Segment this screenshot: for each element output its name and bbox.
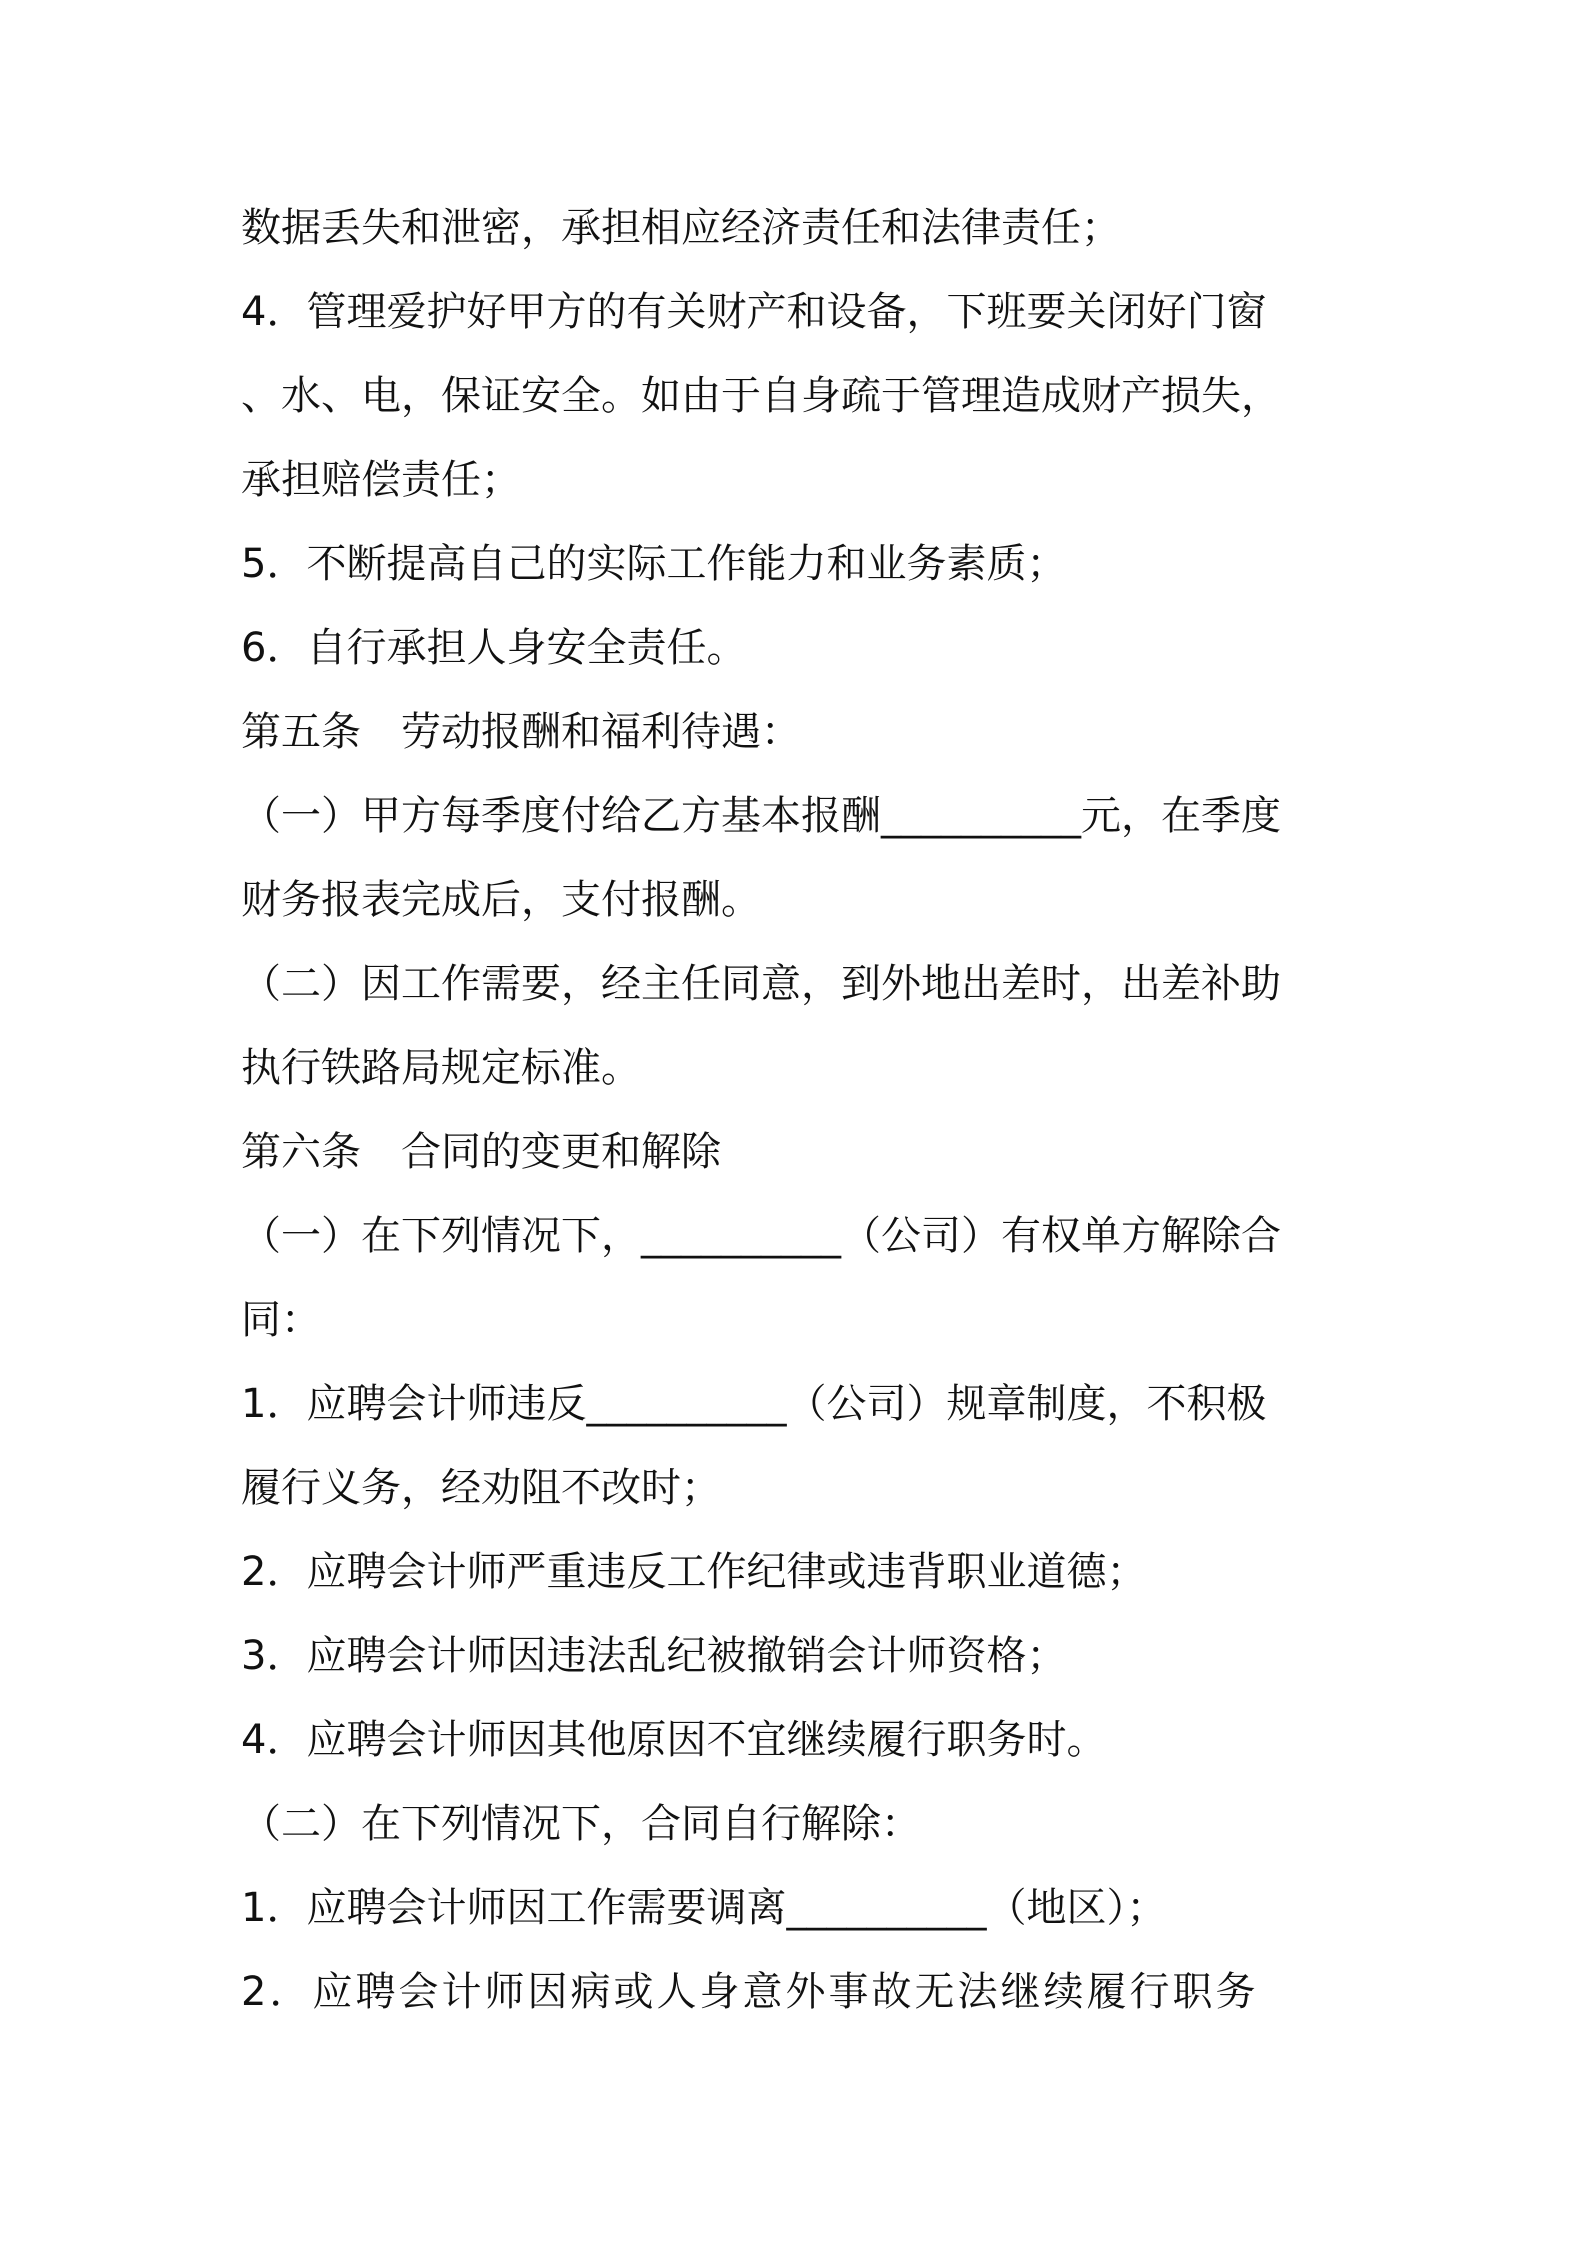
text-line: 、水、电，保证安全。如由于自身疏于管理造成财产损失， [241,373,1281,419]
text-line: 2．应聘会计师因病或人身意外事故无法继续履行职务 [241,1969,1259,2015]
text-line: 4．管理爱护好甲方的有关财产和设备，下班要关闭好门窗 [241,289,1267,335]
text-line: 2．应聘会计师严重违反工作纪律或违背职业道德； [241,1549,1147,1595]
text-line: 4．应聘会计师因其他原因不宜继续履行职务时。 [241,1717,1107,1763]
text-line: 3．应聘会计师因违法乱纪被撤销会计师资格； [241,1633,1067,1679]
text-line: 承担赔偿责任； [241,457,521,503]
document-body [241,186,1361,2034]
text-line: 数据丢失和泄密，承担相应经济责任和法律责任； [241,205,1121,251]
text-line: 6．自行承担人身安全责任。 [241,625,747,671]
text-line: 财务报表完成后，支付报酬。 [241,877,761,923]
text-line: 同： [241,1297,321,1343]
section-heading: 第五条 劳动报酬和福利待遇： [241,709,801,755]
text-line: 1．应聘会计师违反__________（公司）规章制度，不积极 [241,1381,1267,1427]
text-line: 履行义务，经劝阻不改时； [241,1465,721,1511]
text-line: （一）在下列情况下，__________（公司）有权单方解除合 [241,1213,1281,1259]
section-heading: 第六条 合同的变更和解除 [241,1129,721,1175]
text-line: 5．不断提高自己的实际工作能力和业务素质； [241,541,1067,587]
text-line: 执行铁路局规定标准。 [241,1045,641,1091]
text-line: 1．应聘会计师因工作需要调离__________（地区）； [241,1885,1167,1931]
text-line: （一）甲方每季度付给乙方基本报酬__________元，在季度 [241,793,1281,839]
text-line: （二）在下列情况下，合同自行解除： [241,1801,921,1847]
text-line: （二）因工作需要，经主任同意，到外地出差时，出差补助 [241,961,1281,1007]
